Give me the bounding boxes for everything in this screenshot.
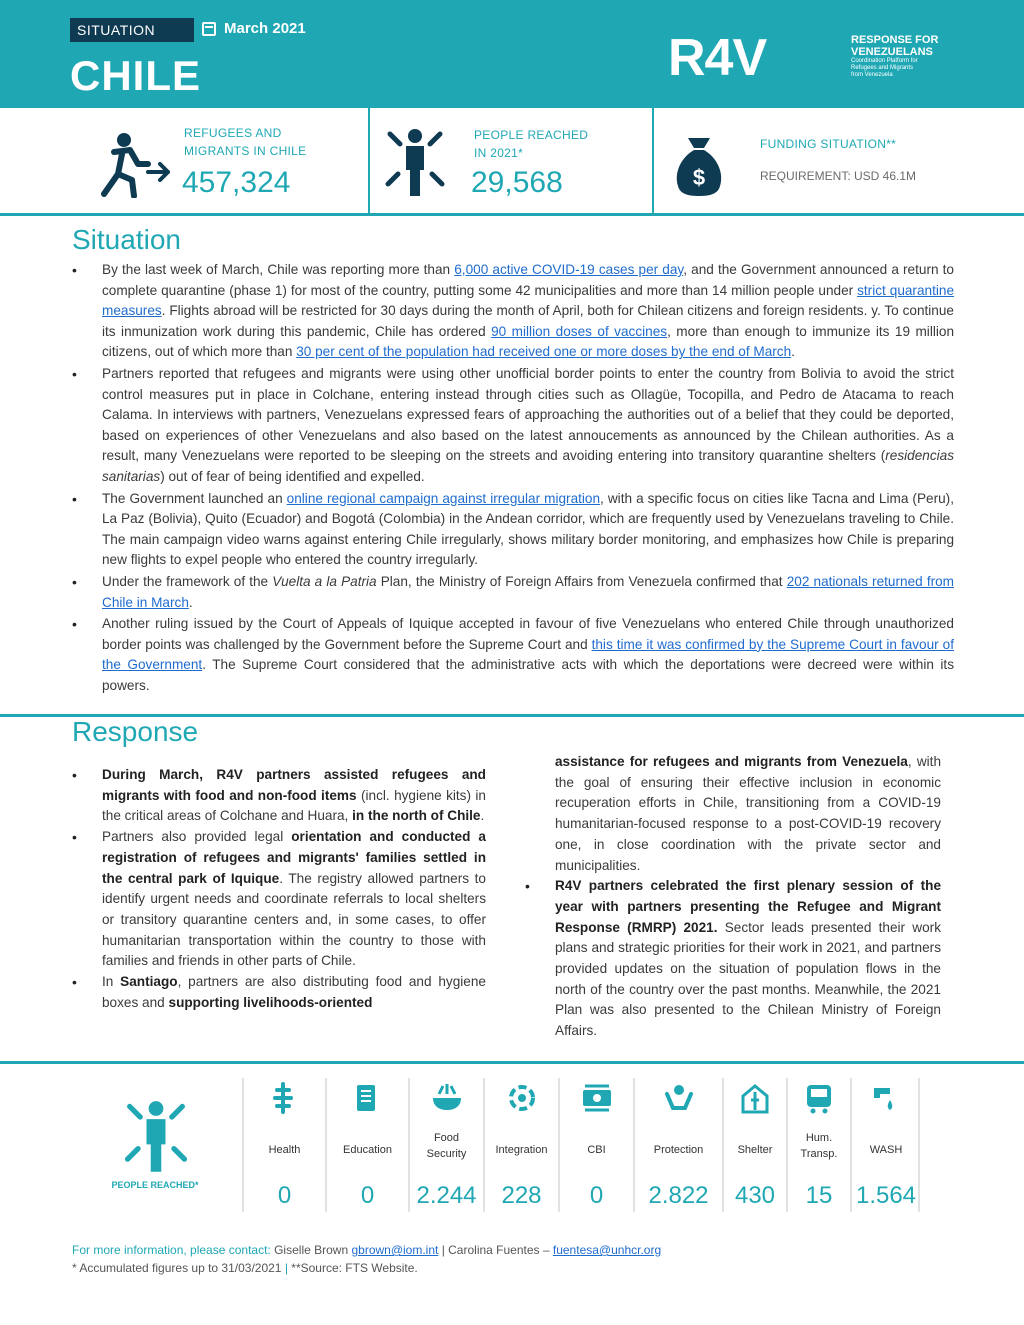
list-item-continued: [525, 752, 941, 876]
list-item: [72, 572, 954, 613]
date-text: March 2021: [224, 20, 306, 37]
sector-divider: [918, 1078, 920, 1212]
list-item: [72, 972, 486, 1013]
svg-text:$: $: [692, 165, 706, 190]
sector-value: 2.244: [416, 1182, 477, 1209]
contact-line: [72, 1241, 661, 1259]
logo-line-2: VENEZUELANS: [851, 46, 933, 58]
people-reached-icon: [382, 126, 448, 205]
reached-label-line-1: PEOPLE REACHED: [474, 128, 589, 142]
text: ) out of fear of being identified and expelled.: [160, 468, 425, 484]
sector-value: 2.822: [648, 1182, 709, 1209]
contact-name: Giselle Brown: [270, 1243, 352, 1257]
text: Partners also provided legal: [102, 829, 292, 845]
logo-sub-3: from Venezuela: [851, 72, 893, 78]
list-item: [72, 614, 954, 696]
transport-icon: [803, 1082, 835, 1119]
email-link[interactable]: gbrown@iom.int: [351, 1243, 439, 1257]
sector-shelter: [722, 1078, 786, 1212]
text: , and the Government announced a return to complete quarantine (phase 1) for most of the country, putting some 42 municipalities and more than 14 million people under: [102, 262, 954, 298]
stat-divider: [652, 108, 654, 216]
contact-footer: [72, 1241, 661, 1277]
contact-separator: | Carolina Fuentes –: [438, 1243, 553, 1257]
footnote: **Source: FTS Website.: [287, 1261, 418, 1275]
email-link[interactable]: fuentesa@unhcr.org: [552, 1243, 662, 1257]
logo-line-1: RESPONSE FOR: [851, 34, 939, 46]
bold-text: Santiago: [120, 974, 178, 990]
sector-integration: [483, 1078, 558, 1212]
stat-divider: [368, 108, 370, 216]
emphasis: residencias sanitarias: [102, 448, 954, 484]
text: Sector leads presented their work plans and strategic priorities for their work in 2021, and partners provided updates on the situation of population flows in the north of the country over the past months. Meanwhile, the 2021 Plan was also presented to the Chilean Ministry of Foreign Affairs.: [555, 919, 942, 1039]
text: , with the goal of ensuring their effective inclusion in economic recuperation efforts in Chile, transitioning from a COVID-19 humanitarian-focused response to a post-COVID-19 recovery one, in close coordination with the private sector and municipalities.: [555, 754, 941, 873]
country-title: CHILE: [70, 52, 201, 99]
reached-label: [474, 126, 588, 162]
sector-value: 430: [734, 1182, 776, 1209]
vaccination-rate-link[interactable]: 30 per cent of the population had received one or more doses by the end of March: [296, 344, 792, 360]
sector-value: 0: [277, 1182, 292, 1209]
response-list-right: [525, 752, 941, 1042]
list-item: [525, 876, 941, 1042]
response-list: [525, 876, 941, 1042]
text: .: [791, 344, 795, 360]
bold-text: orientation and conducted a registration of refugees and migrants' families settled in the central park of Iquique: [102, 829, 486, 886]
sector-value: 0: [589, 1182, 604, 1209]
list-item: [72, 364, 954, 488]
sector-name: Health: [268, 1144, 301, 1156]
bold-text: in the north of Chile: [352, 808, 481, 824]
health-icon: [269, 1082, 301, 1119]
bold-text: R4V partners celebrated the first plenary session of the year with partners presenting the Refugee and Migrant Response (RMRP) 2021.: [555, 878, 941, 935]
sector-value: 0: [360, 1182, 375, 1209]
list-item: [72, 827, 486, 972]
sector-hum-transp: [786, 1078, 850, 1212]
food-security-icon: [431, 1082, 463, 1119]
text: Partners reported that refugees and migrants were using other unofficial border points to enter the country from Bolivia to avoid the strict control measures put in place in Colchane, entering instead through cities such as Ollagüe, Tocopilla, and Pedro de Atacama to reach Calama. In interviews with partners, Venezuelans expressed fears of approaching the authorities out of a belief that they could be deported, based on experiences of other Venezuelans and also based on the latest annoucements as announced by the Chilean authorities. As a result, many Venezuelans were reported to be sleeping on the streets and avoiding entering into transitory quarantine shelters (: [102, 365, 954, 464]
sector-value: 1.564: [855, 1182, 917, 1209]
sector-name: Education: [343, 1144, 392, 1156]
walking-person-icon: [96, 132, 172, 203]
sector-name: Protection: [653, 1144, 704, 1156]
sector-food-security: [408, 1078, 483, 1212]
sector-name: WASH: [869, 1144, 903, 1156]
people-reached-panel-icon: [118, 1098, 194, 1181]
footnote-separator: |: [284, 1261, 288, 1275]
logo-sub-1: Coordination Platform for: [851, 58, 918, 64]
refugees-value: 457,324: [182, 166, 291, 199]
education-icon: [352, 1082, 384, 1119]
people-reached-label: PEOPLE REACHED*: [111, 1180, 199, 1190]
protection-icon: [663, 1082, 695, 1119]
situation-list: [72, 260, 954, 697]
section-divider: [0, 1061, 1024, 1064]
response-heading: Response: [72, 716, 199, 747]
text: .: [480, 808, 485, 824]
refugees-label-line-2: MIGRANTS IN CHILE: [184, 144, 307, 158]
covid-cases-link[interactable]: 6,000 active COVID-19 cases per day: [454, 262, 684, 277]
text: , partners are also distributing food and hygiene boxes and: [102, 974, 486, 1010]
returned-nationals-link[interactable]: 202 nationals returned from Chile in March: [102, 573, 955, 610]
sector-name: Hum. Transp.: [800, 1132, 838, 1160]
sector-cbi: [558, 1078, 633, 1212]
list-item: [72, 260, 954, 363]
text: In: [102, 974, 121, 990]
sector-health: [242, 1078, 325, 1212]
sector-wash: [850, 1078, 920, 1212]
funding-label: FUNDING SITUATION**: [760, 137, 897, 151]
logo-sub-2: Refugees and Migrants: [851, 65, 914, 71]
reached-value: 29,568: [471, 166, 563, 199]
wash-icon: [870, 1082, 902, 1119]
text: Another ruling issued by the Court of Appeals of Iquique accepted in favour of five Venezuelans who entered Chile through unauthorized border points was challenged by the Government before the Supreme Court and: [102, 616, 954, 652]
r4v-logo: R4V: [668, 29, 767, 87]
bold-text: supporting livelihoods-oriented: [168, 994, 373, 1010]
sector-name: Food Security: [426, 1132, 467, 1160]
contact-label: For more information, please contact:: [72, 1243, 271, 1257]
bold-text: assistance for refugees and migrants from Venezuela: [555, 754, 908, 769]
vaccine-doses-link[interactable]: 90 million doses of vaccines: [491, 323, 668, 339]
campaign-link[interactable]: online regional campaign against irregular migration: [286, 490, 601, 506]
logo-text: [851, 34, 938, 79]
sector-education: [325, 1078, 408, 1212]
funding-requirement: REQUIREMENT: USD 46.1M: [760, 169, 917, 183]
situation-tag: SITUATION: [70, 18, 194, 42]
response-list-left: [72, 765, 486, 1013]
text: . The registry allowed partners to identify urgent needs and coordinate referrals to local shelters or transitory quarantine centers and, in some cases, to offer humanitarian transportation within the country to those with families and friends in other parts of Chile.: [102, 870, 486, 969]
sector-name: CBI: [587, 1144, 606, 1156]
situation-heading: Situation: [72, 224, 181, 255]
calendar-icon: [202, 22, 216, 36]
text: . Flights abroad will be restricted for 30 days during the month of April, both for Chilean citizens and foreign residents. y. To continue its inmunization work during this pandemic, Chile has ordered: [102, 303, 954, 339]
text: Under the framework of the: [102, 573, 273, 589]
supreme-court-link[interactable]: this time it was confirmed by the Supreme Court in favour of the Government: [102, 636, 954, 673]
shelter-icon: [739, 1082, 771, 1119]
sector-protection: [633, 1078, 722, 1212]
footnote-line: [72, 1259, 661, 1277]
sector-value: 228: [501, 1182, 542, 1209]
text: (incl. hygiene kits) in the critical areas of Colchane and Huara,: [102, 787, 486, 824]
sector-name: Shelter: [737, 1144, 773, 1156]
report-date: [202, 20, 306, 37]
bold-text: During March, R4V partners assisted refugees and migrants with food and non-food items: [102, 767, 486, 803]
list-item: [72, 765, 486, 827]
integration-icon: [506, 1082, 538, 1119]
refugees-label-line-1: REFUGEES AND: [184, 126, 282, 140]
footnote: * Accumulated figures up to 31/03/2021: [72, 1261, 285, 1275]
text: , with a specific focus on cities like Tacna and Lima (Peru), La Paz (Bolivia), Quito (Ecuador) and Bogotá (Colombia) in the Andean corridor, which are frequently used by Venezuelans traveling to Chile. The main campaign video warns against entering Chile irregularly, shows military border monitoring, and emphasizes how Chile is preparing new flights to expel people who entered the country irregularly.: [102, 490, 954, 568]
text: , more than enough to immunize its 19 million citizens, out of which more than: [102, 323, 955, 360]
text: . The Supreme Court considered that the administrative acts with which the deportations were decreed were within its powers.: [102, 657, 954, 693]
refugees-label: [184, 124, 306, 160]
emphasis: Vuelta a la Patria: [272, 573, 377, 589]
list-item: [72, 489, 954, 571]
text: Plan, the Ministry of Foreign Affairs from Venezuela confirmed that: [376, 573, 787, 589]
quarantine-measures-link[interactable]: strict quarantine measures: [102, 282, 955, 319]
money-bag-icon: [674, 134, 724, 203]
text: The Government launched an: [102, 490, 287, 506]
reached-label-line-2: IN 2021*: [474, 146, 524, 160]
key-figures: [0, 108, 1024, 216]
header-banner: [0, 0, 1024, 108]
text: .: [188, 594, 193, 610]
sector-name: Integration: [495, 1144, 548, 1156]
cbi-icon: [581, 1082, 613, 1119]
sector-value: 15: [805, 1182, 833, 1209]
text: By the last week of March, Chile was reporting more than: [102, 262, 455, 277]
